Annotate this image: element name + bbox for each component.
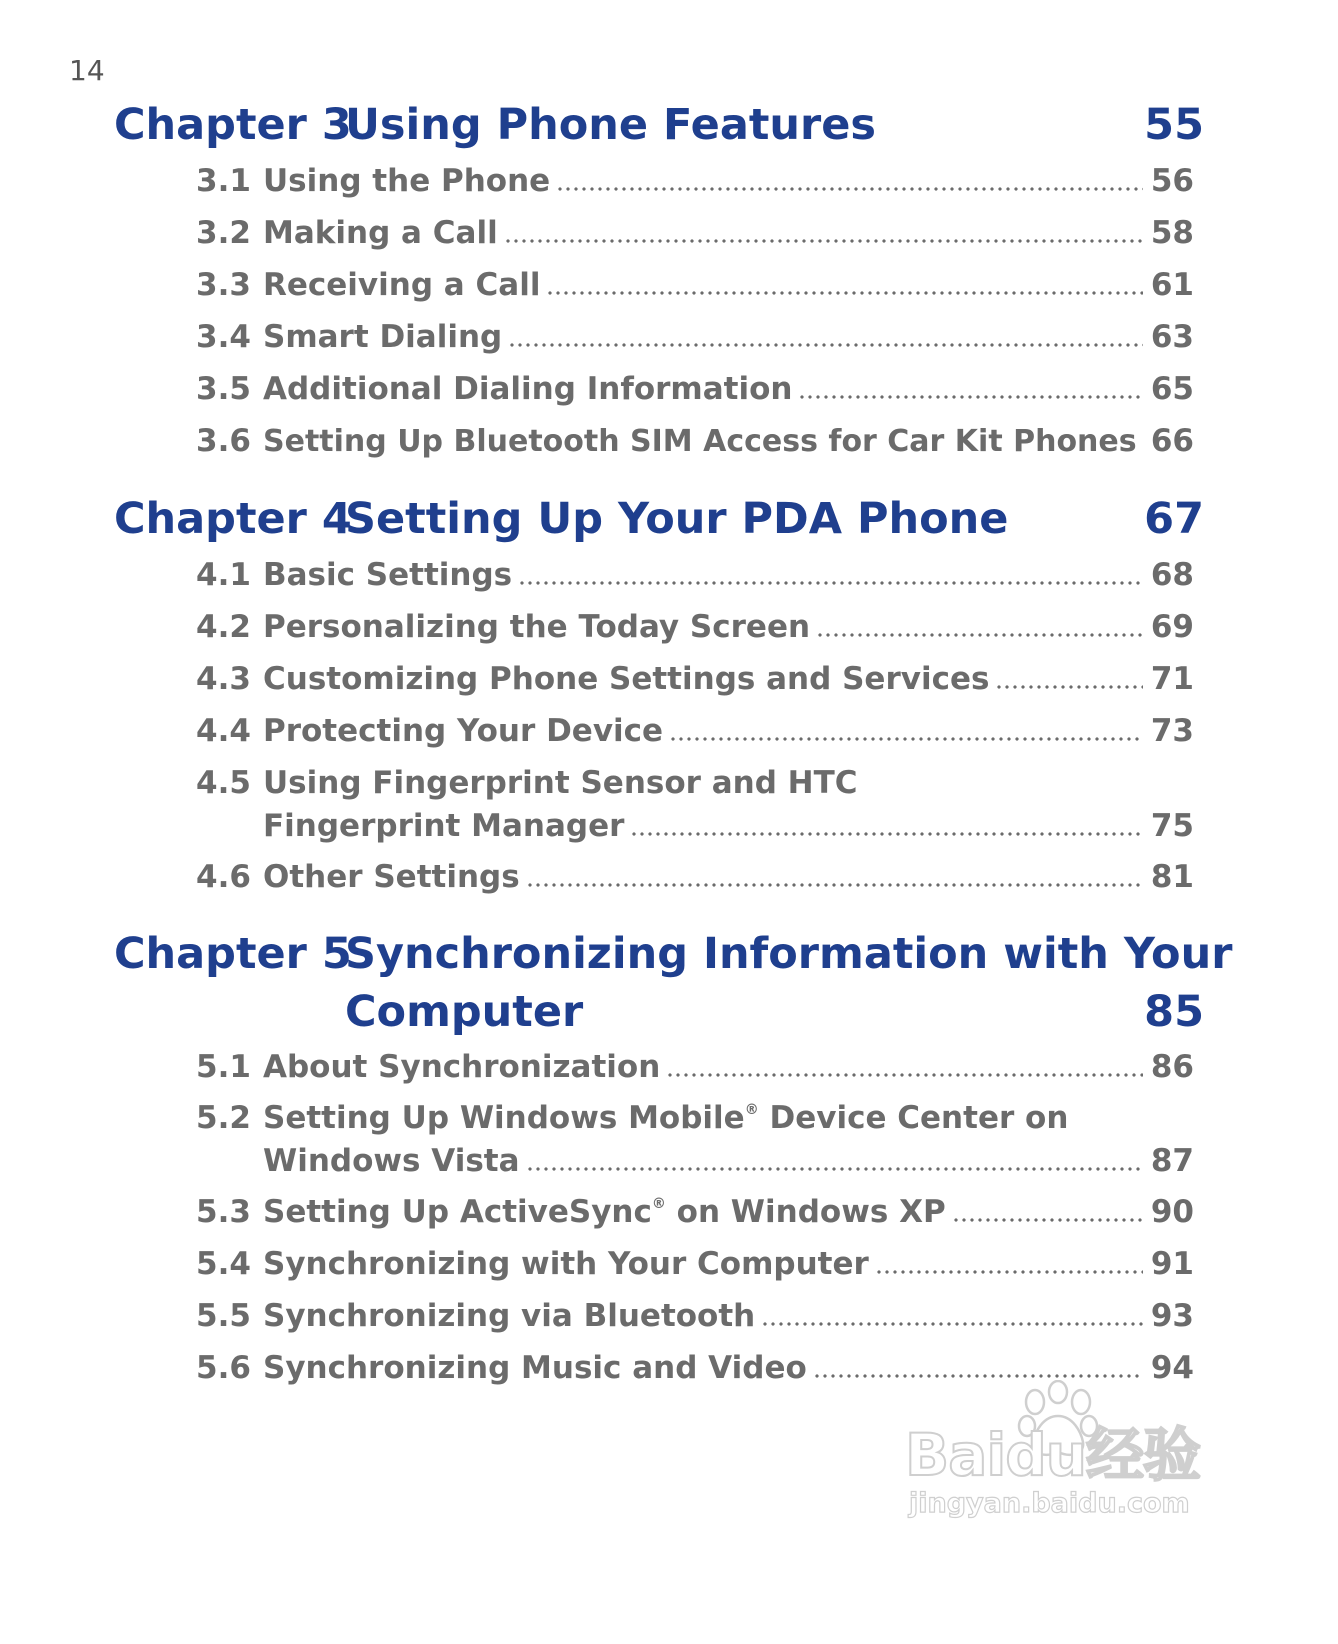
- toc-entry-4-2[interactable]: [196, 609, 1194, 649]
- chapter-label: Chapter 5: [114, 929, 352, 979]
- chapter-4: [114, 494, 1204, 895]
- section-title: Personalizing the Today Screen: [263, 609, 816, 645]
- section-number: 5.4: [196, 1246, 251, 1282]
- section-number: 5.5: [196, 1298, 251, 1334]
- section-page: 65: [1150, 371, 1194, 407]
- toc-entry-4-4[interactable]: [196, 713, 1194, 753]
- section-number: 3.5: [196, 371, 251, 407]
- section-title: Synchronizing Music and Video: [263, 1350, 813, 1386]
- dot-leader: [798, 395, 1142, 399]
- chapter-title: Using Phone Features: [345, 100, 876, 150]
- section-number: 4.4: [196, 713, 251, 749]
- dot-leader: [666, 1073, 1143, 1077]
- section-page: 68: [1150, 557, 1194, 593]
- chapter-heading[interactable]: [114, 494, 1204, 554]
- toc-entry-4-3[interactable]: [196, 661, 1194, 701]
- toc-entry-3-2[interactable]: [196, 215, 1194, 255]
- section-number: 5.2: [196, 1100, 251, 1136]
- dot-leader: [813, 1374, 1143, 1378]
- watermark-url: jingyan.baidu.com: [909, 1488, 1190, 1519]
- section-title: Additional Dialing Information: [263, 371, 798, 407]
- chapter-label: Chapter 3: [114, 100, 352, 150]
- toc-entry-5-2[interactable]: [196, 1100, 1194, 1186]
- chapter-heading[interactable]: [114, 100, 1204, 160]
- section-number: 3.6: [196, 423, 251, 459]
- section-number: 4.5: [196, 765, 251, 801]
- chapter-page: 85: [1144, 987, 1204, 1037]
- chapter-page: 55: [1144, 100, 1204, 150]
- section-title-line1: Setting Up Windows Mobile® Device Center on: [263, 1100, 1069, 1136]
- chapter-title: Setting Up Your PDA Phone: [345, 494, 1009, 544]
- dot-leader: [526, 883, 1143, 887]
- toc-entry-3-6[interactable]: [196, 423, 1194, 463]
- dot-leader: [816, 633, 1143, 637]
- toc-entry-5-5[interactable]: [196, 1298, 1194, 1338]
- chapter-label: Chapter 4: [114, 494, 352, 544]
- baidu-watermark: [905, 1380, 1205, 1530]
- chapter-page: 67: [1144, 494, 1204, 544]
- section-page: 61: [1150, 267, 1194, 303]
- section-number: 3.3: [196, 267, 251, 303]
- dot-leader: [518, 581, 1143, 585]
- chapter-heading[interactable]: [114, 929, 1233, 1045]
- dot-leader: [875, 1270, 1143, 1274]
- section-page: 94: [1150, 1350, 1194, 1386]
- section-page: 63: [1150, 319, 1194, 355]
- section-number: 5.6: [196, 1350, 251, 1386]
- section-page: 75: [1150, 808, 1194, 844]
- section-title: Using the Phone: [263, 163, 556, 199]
- section-page: 91: [1150, 1246, 1194, 1282]
- section-number: 4.1: [196, 557, 251, 593]
- dot-leader: [669, 737, 1143, 741]
- section-title: About Synchronization: [263, 1049, 666, 1085]
- section-page: 86: [1150, 1049, 1194, 1085]
- section-page: 58: [1150, 215, 1194, 251]
- section-title: Setting Up ActiveSync® on Windows XP: [263, 1194, 952, 1230]
- chapter-title-line1: Synchronizing Information with Your: [345, 929, 1233, 979]
- section-title: Making a Call: [263, 215, 504, 251]
- section-page: 69: [1150, 609, 1194, 645]
- section-number: 3.2: [196, 215, 251, 251]
- section-page: 87: [1150, 1143, 1194, 1179]
- section-page: 71: [1150, 661, 1194, 697]
- watermark-logo-text: Baidu经验: [905, 1421, 1201, 1489]
- chapter-5: [114, 929, 1233, 1386]
- section-title: Protecting Your Device: [263, 713, 669, 749]
- dot-leader: [508, 343, 1143, 347]
- toc-entry-3-4[interactable]: [196, 319, 1194, 359]
- section-page: 93: [1150, 1298, 1194, 1334]
- dot-leader: [546, 291, 1142, 295]
- section-title: Setting Up Bluetooth SIM Access for Car Kit Phones: [263, 424, 1143, 459]
- dot-leader: [952, 1218, 1143, 1222]
- section-title: Synchronizing via Bluetooth: [263, 1298, 761, 1334]
- section-title: Fingerprint Manager: [263, 808, 630, 844]
- section-title: Smart Dialing: [263, 319, 508, 355]
- section-title: Synchronizing with Your Computer: [263, 1246, 875, 1282]
- section-title: Windows Vista: [263, 1143, 526, 1179]
- toc-entry-3-3[interactable]: [196, 267, 1194, 307]
- dot-leader: [556, 187, 1143, 191]
- section-number: 5.3: [196, 1194, 251, 1230]
- toc-entry-5-4[interactable]: [196, 1246, 1194, 1286]
- section-page: 66: [1150, 423, 1194, 459]
- section-page: 90: [1150, 1194, 1194, 1230]
- toc-entry-4-1[interactable]: [196, 557, 1194, 597]
- section-number: 4.6: [196, 859, 251, 895]
- section-number: 3.1: [196, 163, 251, 199]
- dot-leader: [630, 832, 1142, 836]
- page-number: 14: [69, 54, 105, 87]
- chapter-3: [114, 100, 1204, 459]
- section-title: Customizing Phone Settings and Services: [263, 661, 995, 697]
- toc-entry-3-1[interactable]: [196, 163, 1194, 203]
- dot-leader: [761, 1322, 1143, 1326]
- section-title-line1: Using Fingerprint Sensor and HTC: [263, 765, 858, 801]
- section-title: Other Settings: [263, 859, 526, 895]
- toc-entry-5-1[interactable]: [196, 1049, 1194, 1089]
- section-title: Basic Settings: [263, 557, 518, 593]
- dot-leader: [995, 685, 1142, 689]
- section-page: 81: [1150, 859, 1194, 895]
- toc-entry-3-5[interactable]: [196, 371, 1194, 411]
- section-title: Receiving a Call: [263, 267, 546, 303]
- dot-leader: [526, 1167, 1143, 1171]
- toc-entry-4-6[interactable]: [196, 859, 1194, 899]
- section-number: 5.1: [196, 1049, 251, 1085]
- section-number: 4.3: [196, 661, 251, 697]
- chapter-title: Computer: [345, 987, 584, 1037]
- section-number: 4.2: [196, 609, 251, 645]
- dot-leader: [504, 239, 1143, 243]
- section-page: 56: [1150, 163, 1194, 199]
- section-number: 3.4: [196, 319, 251, 355]
- toc-entry-5-3[interactable]: [196, 1194, 1194, 1234]
- section-page: 73: [1150, 713, 1194, 749]
- toc-entry-4-5[interactable]: [196, 765, 1194, 851]
